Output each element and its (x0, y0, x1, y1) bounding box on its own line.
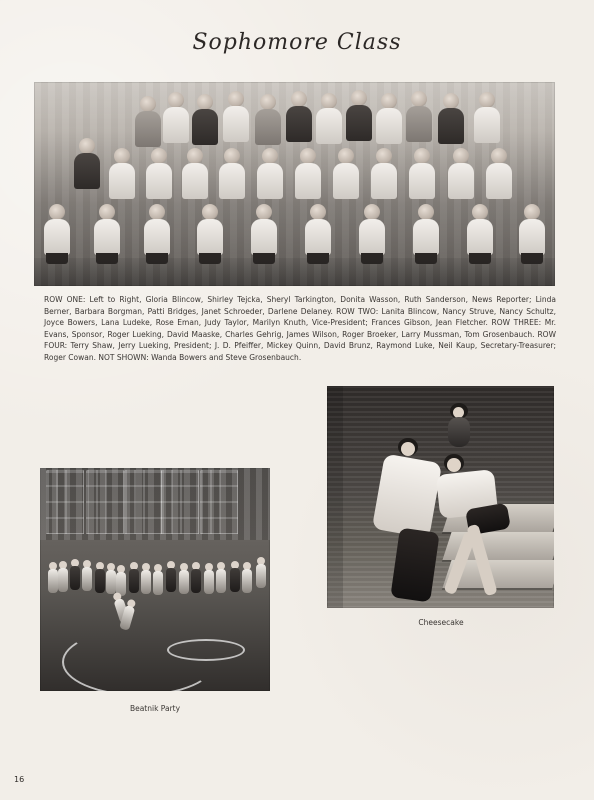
cheesecake-photo (327, 386, 554, 608)
party-guest (106, 563, 116, 595)
beatnik-party-photo (40, 468, 270, 691)
gym-window (46, 470, 84, 534)
sophomore-class-photo (34, 82, 555, 286)
page-title: Sophomore Class (192, 30, 402, 55)
party-guest (166, 561, 176, 593)
party-guest (129, 562, 139, 594)
party-guest (204, 563, 214, 595)
party-guest (242, 562, 252, 594)
party-guest (256, 557, 266, 589)
gym-window (86, 470, 124, 534)
party-guest (179, 563, 189, 595)
page-number: 16 (14, 775, 25, 784)
gym-window (124, 470, 162, 534)
cheesecake-caption: Cheesecake (418, 618, 464, 627)
party-guest (216, 562, 226, 594)
party-guest (230, 561, 240, 593)
party-guest (58, 561, 68, 593)
party-guest (95, 562, 105, 594)
gym-window (200, 470, 238, 534)
party-guest (70, 559, 80, 591)
party-guest (82, 560, 92, 592)
party-guest (191, 562, 201, 594)
party-guest (141, 563, 151, 595)
party-guest (48, 562, 58, 594)
class-photo-caption: ROW ONE: Left to Right, Gloria Blincow, Shirley Tejcka, Sheryl Tarkington, Donita Wasson, Ruth Sanderson, News Reporter; Linda Berner, Barbara Borgman, Patti Bridges, Janet Schroeder, Darlene Delaney. ROW TWO: Lanita Blincow, Nancy Struve, Nancy Schultz, Joyce Bowers, Lana Ludeke, Rose Eman, Judy Taylor, Marilyn Knuth, Vice-President; Frances Gibson, Jean Fletcher. ROW THREE: Mr. Evans, Sponsor, Roger Lueking, David Maaske, Charles Gehrig, James Wilson, Roger Broeker, Larry Mussman, Tom Grosenbauch. ROW FOUR: Terry Shaw, Jerry Lueking, President; J. D. Pfeiffer, Mickey Quinn, David Brunz, Raymond Luke, Neil Kaup, Secretary-Treasurer; Roger Cowan. NOT SHOWN: Wanda Bowers and Steve Grosenbauch. (44, 295, 556, 362)
gym-window (161, 470, 199, 534)
party-guest (153, 564, 163, 596)
beatnik-party-caption: Beatnik Party (129, 704, 181, 713)
court-arc (62, 628, 216, 691)
